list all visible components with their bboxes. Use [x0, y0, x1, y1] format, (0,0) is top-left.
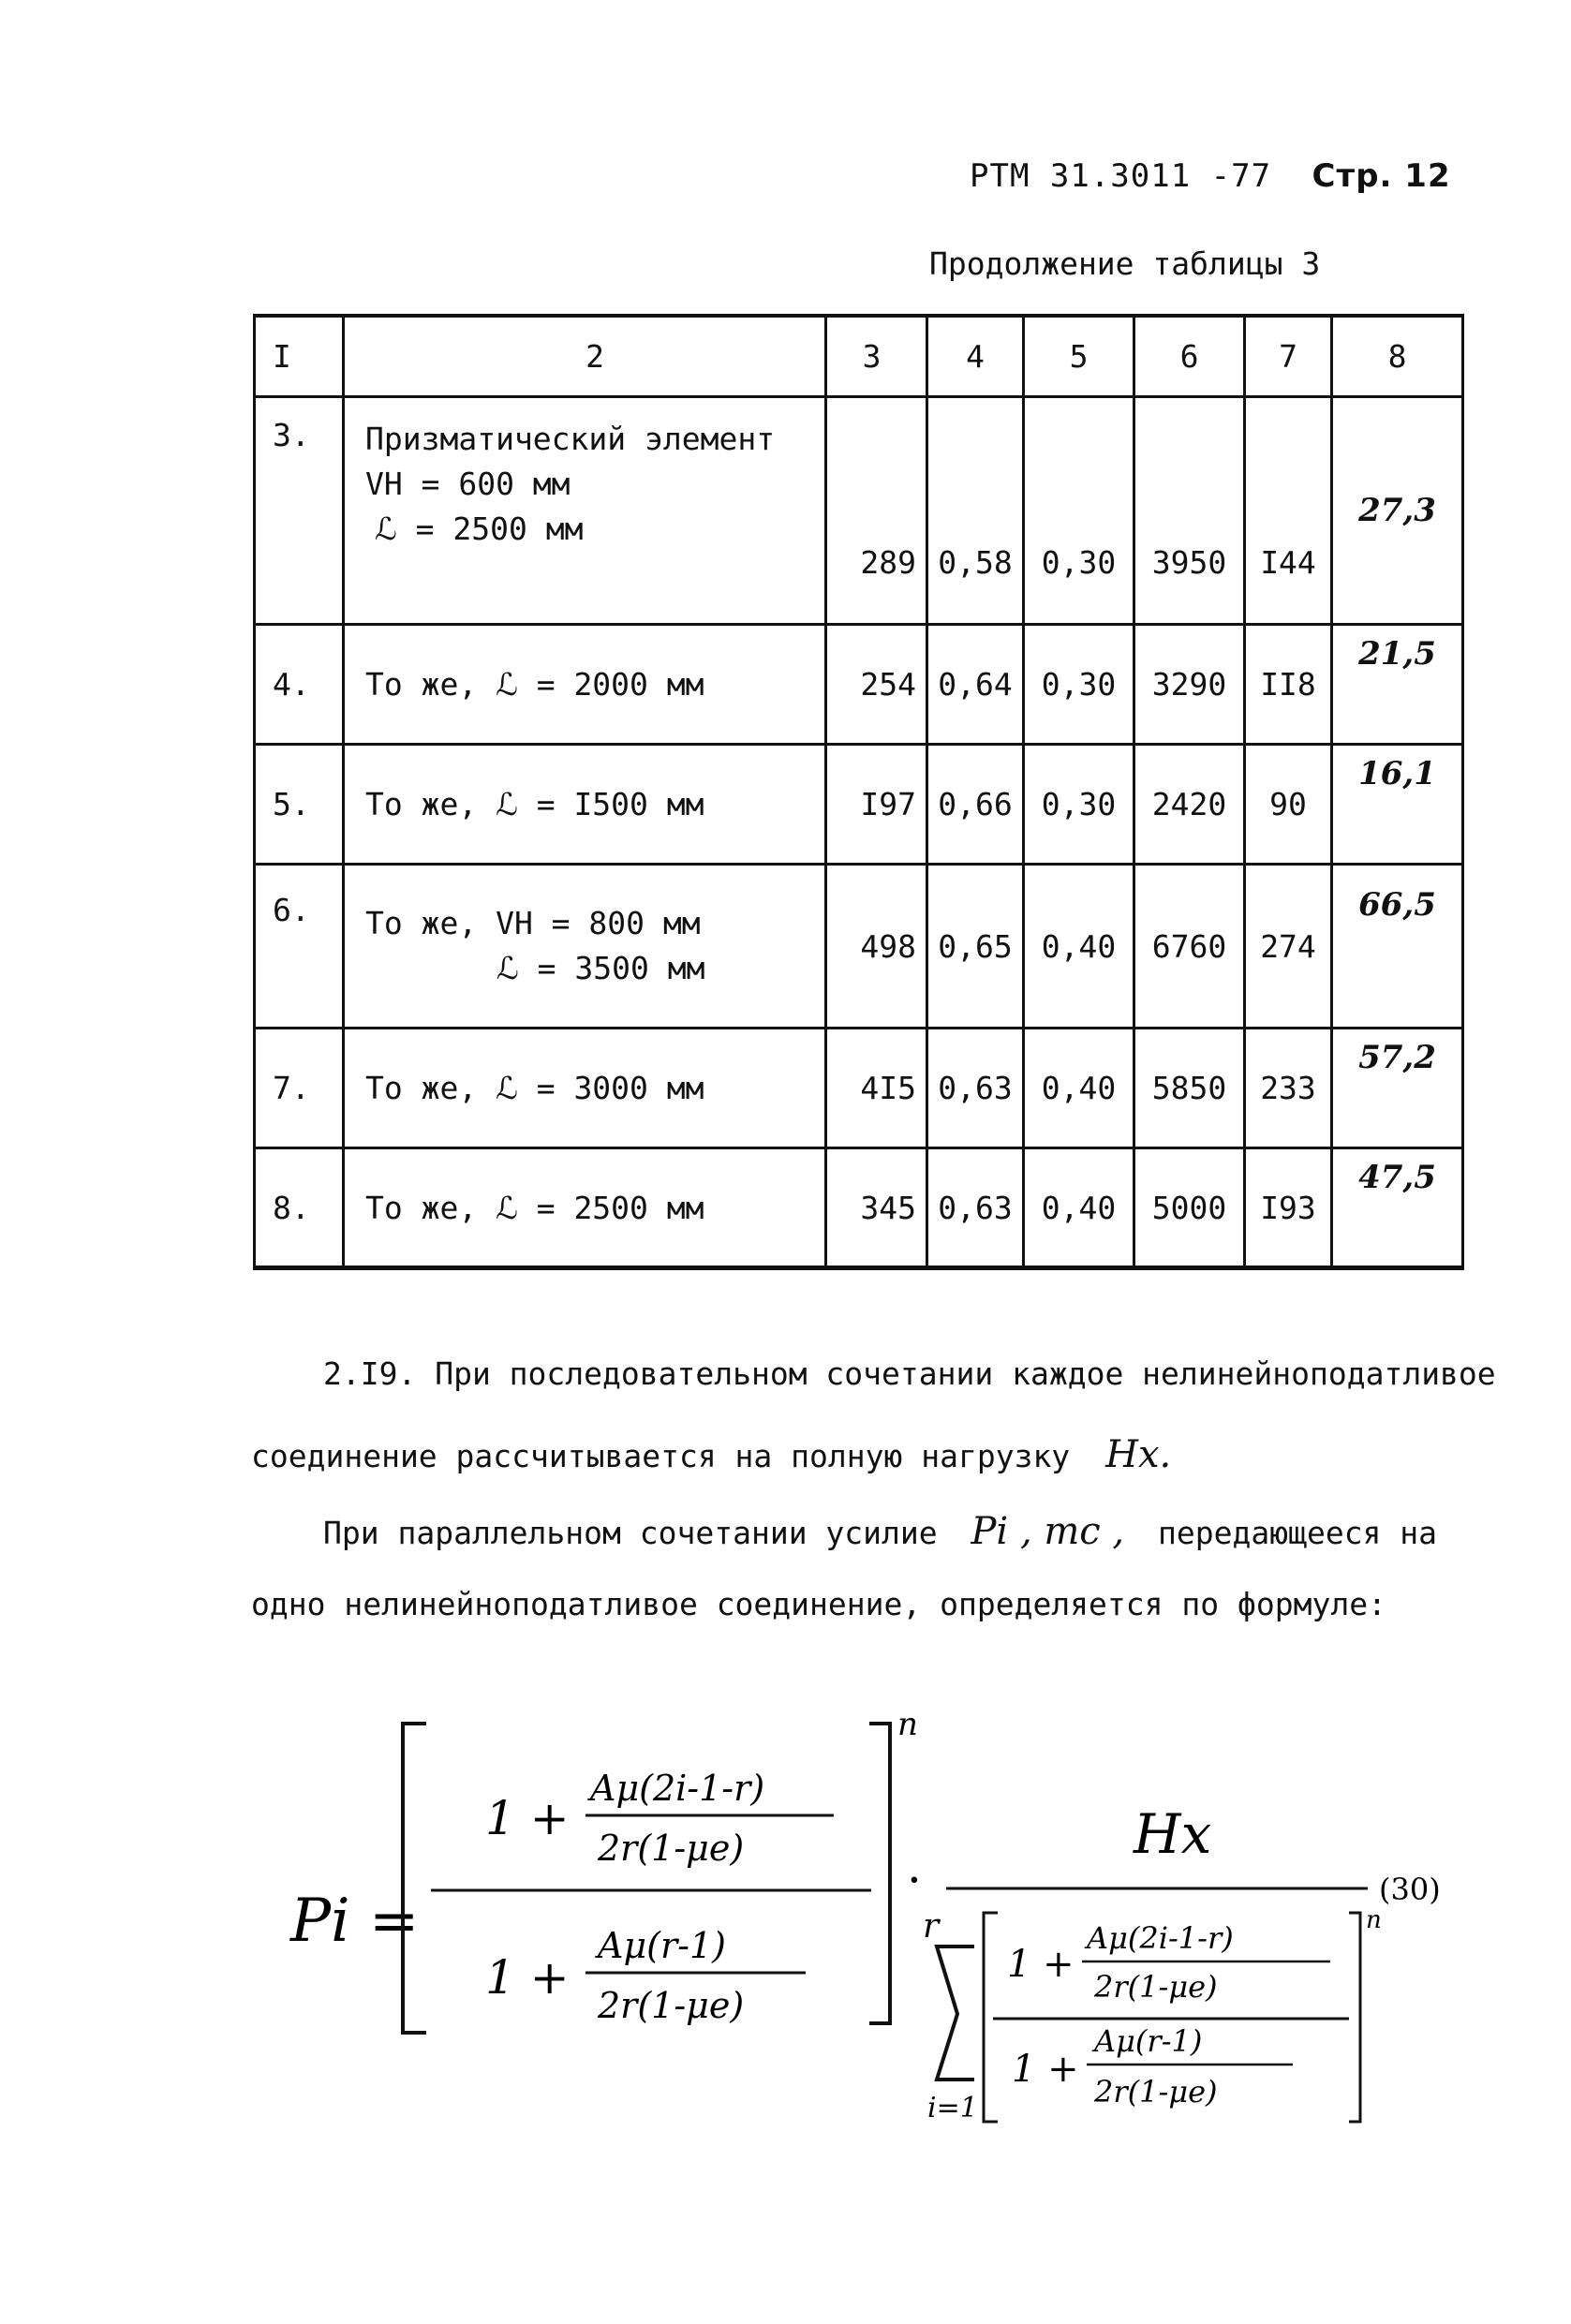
cell-col3: 289	[826, 397, 927, 625]
paragraph-parallel-line1	[323, 1510, 1437, 1553]
cell-col4: 0,65	[927, 865, 1024, 1029]
sigma-icon	[937, 1947, 974, 2080]
inner-right-bracket	[1349, 1913, 1360, 2122]
rhs-numerator-hx: Hx	[1134, 1802, 1212, 1866]
cell-col4: 0,63	[927, 1029, 1024, 1148]
description-line: То же, ℒ = 2000 мм	[365, 666, 704, 703]
col-header-6: 6	[1134, 316, 1245, 397]
description-line: То же, ℒ = I500 мм	[365, 786, 704, 822]
cell-col3: 254	[826, 625, 927, 745]
denominator-bottom: 2r(1-μe)	[598, 1985, 745, 2026]
page-number: Стр. 12	[1312, 157, 1451, 195]
inner-num-top: Aμ(2i-1-r)	[1087, 1920, 1234, 1956]
numerator-bottom: 2r(1-μe)	[598, 1828, 745, 1869]
exponent-n: n	[897, 1706, 918, 1743]
paragraph-text: При параллельном сочетании усилие	[323, 1515, 938, 1551]
equation-number: (30)	[1379, 1872, 1441, 1907]
description-line: ℒ = 3500 мм	[496, 950, 705, 986]
col-header-2: 2	[344, 316, 826, 397]
table-row	[255, 1029, 1463, 1148]
col-header-3: 3	[826, 316, 927, 397]
cell-col3: 498	[826, 865, 927, 1029]
cell-col7: 274	[1245, 865, 1332, 1029]
cell-col8-handwritten: 27,3	[1332, 397, 1463, 625]
row-number: 3.	[255, 397, 344, 625]
cell-col7: I93	[1245, 1148, 1332, 1268]
cell-col8-handwritten: 16,1	[1332, 745, 1463, 865]
description-line: То же, ℒ = 2500 мм	[365, 1189, 704, 1226]
row-description	[344, 865, 826, 1029]
table-row	[255, 865, 1463, 1029]
inner-den-one-plus: 1 +	[1012, 2048, 1079, 2091]
inner-exponent-n: n	[1366, 1906, 1382, 1934]
cell-col5: 0,30	[1024, 745, 1134, 865]
formula-30	[281, 1695, 1536, 2145]
right-bracket	[869, 1724, 890, 2023]
cell-col8-handwritten: 21,5	[1332, 625, 1463, 745]
cell-col8-handwritten: 66,5	[1332, 865, 1463, 1029]
table-header-row	[255, 316, 1463, 397]
row-number: 4.	[255, 625, 344, 745]
cell-col3: 4I5	[826, 1029, 927, 1148]
cell-col5: 0,30	[1024, 625, 1134, 745]
row-number: 5.	[255, 745, 344, 865]
cell-col5: 0,40	[1024, 1148, 1134, 1268]
description-line: VH = 600 мм	[365, 466, 571, 502]
col-header-7: 7	[1245, 316, 1332, 397]
cell-col7: 233	[1245, 1029, 1332, 1148]
row-description	[344, 1148, 826, 1268]
cell-col8-handwritten: 57,2	[1332, 1029, 1463, 1148]
row-description	[344, 625, 826, 745]
row-description	[344, 745, 826, 865]
col-header-1: I	[255, 316, 344, 397]
sum-upper-limit: r	[923, 1907, 940, 1946]
inner-den-bottom: 2r(1-μe)	[1094, 2074, 1218, 2109]
inner-num-bottom: 2r(1-μe)	[1094, 1969, 1218, 2005]
load-symbol-hx: Hx.	[1105, 1433, 1172, 1476]
table-row	[255, 745, 1463, 865]
paragraph-2-19-line1: 2.I9. При последовательном сочетании каждое нелинейноподатливое	[323, 1355, 1496, 1392]
cell-col7: 90	[1245, 745, 1332, 865]
cell-col4: 0,63	[927, 1148, 1024, 1268]
row-description	[344, 397, 826, 625]
cell-col7: I44	[1245, 397, 1332, 625]
denominator-top: Aμ(r-1)	[598, 1925, 726, 1966]
numerator-top: Aμ(2i-1-r)	[590, 1768, 765, 1809]
row-number: 6.	[255, 865, 344, 1029]
description-line: ℒ = 2500 мм	[375, 511, 584, 547]
table-3-continuation	[253, 314, 1464, 1270]
cell-col3: I97	[826, 745, 927, 865]
cell-col5: 0,40	[1024, 865, 1134, 1029]
cell-col5: 0,40	[1024, 1029, 1134, 1148]
cell-col3: 345	[826, 1148, 927, 1268]
row-number: 8.	[255, 1148, 344, 1268]
table-row	[255, 397, 1463, 625]
cell-col8-handwritten: 47,5	[1332, 1148, 1463, 1268]
denominator-one-plus: 1 +	[485, 1950, 570, 2005]
sum-lower-limit: i=1	[927, 2092, 978, 2124]
cell-col4: 0,66	[927, 745, 1024, 865]
col-header-4: 4	[927, 316, 1024, 397]
cell-col4: 0,58	[927, 397, 1024, 625]
page-header	[970, 157, 1451, 195]
paragraph-text: соединение рассчитывается на полную нагрузку	[251, 1438, 1071, 1474]
row-description	[344, 1029, 826, 1148]
cell-col6: 3290	[1134, 625, 1245, 745]
cell-col6: 5850	[1134, 1029, 1245, 1148]
cell-col6: 3950	[1134, 397, 1245, 625]
col-header-5: 5	[1024, 316, 1134, 397]
numerator-one-plus: 1 +	[485, 1791, 570, 1845]
cell-col5: 0,30	[1024, 397, 1134, 625]
cell-col6: 5000	[1134, 1148, 1245, 1268]
description-line: То же, VH = 800 мм	[365, 905, 701, 941]
formula-lhs: Pi =	[290, 1887, 420, 1956]
description-line: То же, ℒ = 3000 мм	[365, 1070, 704, 1106]
table-row	[255, 1148, 1463, 1268]
cell-col7: II8	[1245, 625, 1332, 745]
left-bracket	[403, 1724, 426, 2033]
paragraph-2-19-line2	[251, 1433, 1171, 1476]
row-number: 7.	[255, 1029, 344, 1148]
multiply-dot: ·	[907, 1853, 922, 1907]
table-caption: Продолжение таблицы 3	[929, 245, 1321, 282]
force-symbol-pi: Pi , тс ,	[971, 1510, 1125, 1553]
paragraph-text: передающееся на	[1158, 1515, 1438, 1551]
inner-den-top: Aμ(r-1)	[1094, 2023, 1203, 2059]
inner-one-plus: 1 +	[1007, 1943, 1075, 1986]
table-row	[255, 625, 1463, 745]
cell-col6: 2420	[1134, 745, 1245, 865]
paragraph-parallel-line2: одно нелинейноподатливое соединение, определяется по формуле:	[251, 1586, 1386, 1622]
description-line: Призматический элемент	[365, 421, 776, 457]
document-code: РТМ 31.3011 -77	[970, 157, 1272, 195]
col-header-8: 8	[1332, 316, 1463, 397]
cell-col4: 0,64	[927, 625, 1024, 745]
cell-col6: 6760	[1134, 865, 1245, 1029]
